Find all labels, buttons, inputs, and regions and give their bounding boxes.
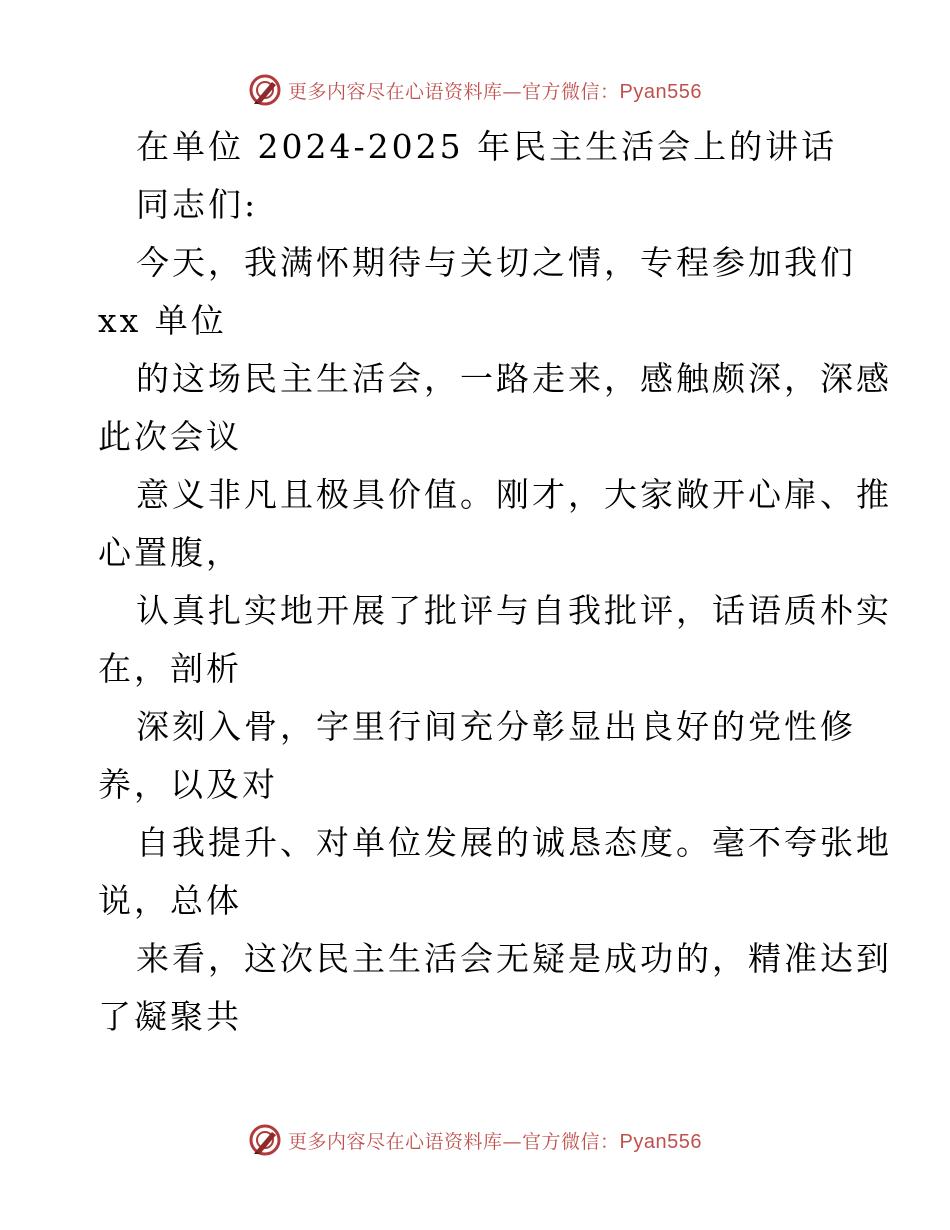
watermark-text xyxy=(288,77,702,104)
text-line: 心置腹， xyxy=(98,533,242,572)
pen-logo-icon xyxy=(248,73,282,107)
watermark-wechat-id: Pyan556 xyxy=(619,80,702,103)
watermark-separator: — xyxy=(502,1130,523,1153)
text-line: 的这场民主生活会，一路走来，感触颇深，深感 xyxy=(136,359,892,398)
watermark-wechat-id: Pyan556 xyxy=(619,1130,702,1153)
pen-logo-icon xyxy=(248,1123,282,1157)
document-body xyxy=(98,118,892,1046)
watermark-text xyxy=(288,1127,702,1154)
text-line: 今天，我满怀期待与关切之情，专程参加我们 xyxy=(136,243,856,282)
text-line: xx 单位 xyxy=(98,301,227,340)
watermark-header xyxy=(0,70,950,110)
text-line: 在，剖析 xyxy=(98,649,242,688)
watermark-separator: — xyxy=(502,80,523,103)
text-line: 自我提升、对单位发展的诚恳态度。毫不夸张地 xyxy=(136,823,892,862)
watermark-wechat-label: 官方微信： xyxy=(522,80,620,103)
text-line: 养，以及对 xyxy=(98,765,278,804)
text-line: 深刻入骨，字里行间充分彰显出良好的党性修 xyxy=(136,707,856,746)
watermark-wechat-label: 官方微信： xyxy=(522,1130,620,1153)
watermark-footer xyxy=(0,1120,950,1160)
text-line: 意义非凡且极具价值。刚才，大家敞开心扉、推 xyxy=(136,475,892,514)
text-line: 来看，这次民主生活会无疑是成功的，精准达到 xyxy=(136,939,892,978)
text-line: 说，总体 xyxy=(98,881,242,920)
watermark-brand: 更多内容尽在心语资料库 xyxy=(288,80,503,103)
document-title: 在单位 2024-2025 年民主生活会上的讲话 xyxy=(136,127,838,166)
watermark-brand: 更多内容尽在心语资料库 xyxy=(288,1130,503,1153)
text-line: 认真扎实地开展了批评与自我批评，话语质朴实 xyxy=(136,591,892,630)
salutation: 同志们: xyxy=(136,185,259,224)
text-line: 了凝聚共 xyxy=(98,997,242,1036)
text-line: 此次会议 xyxy=(98,417,242,456)
